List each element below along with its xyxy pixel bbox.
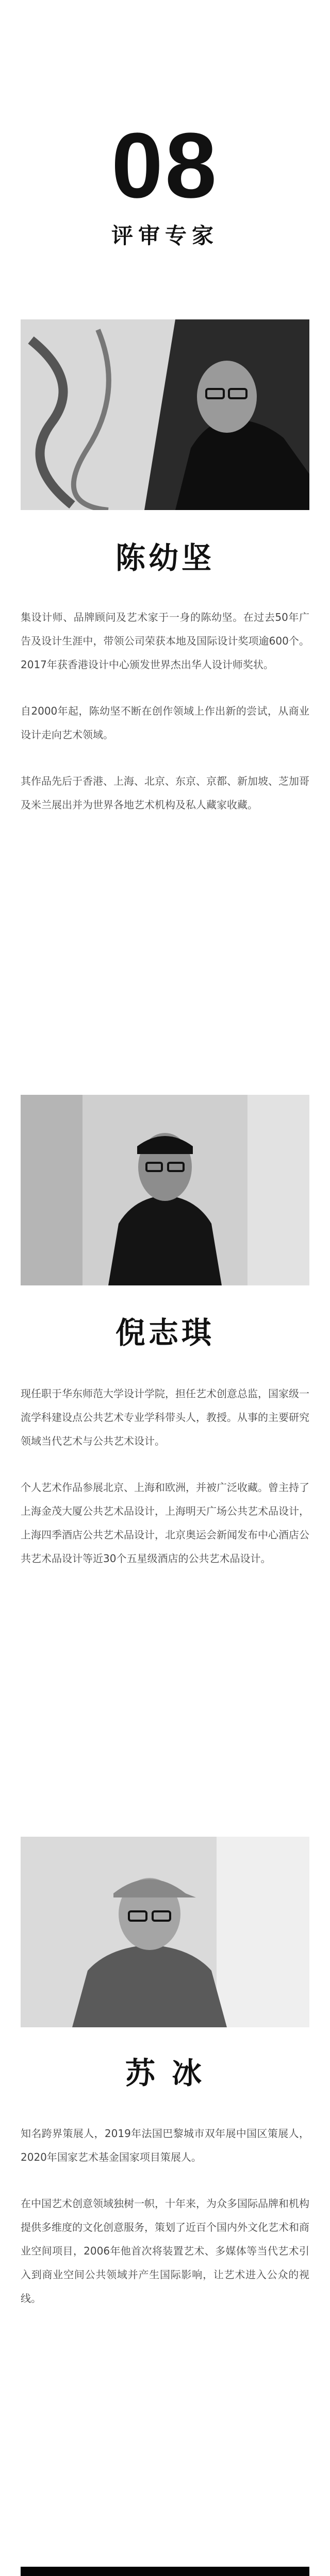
expert-name: 陈幼坚 [115,540,214,575]
expert-bio [21,605,309,839]
expert-name: 倪志琪 [115,1315,214,1350]
expert-name: 苏 冰 [125,2056,205,2091]
section-header [0,0,330,278]
section-number: 08 [111,114,219,217]
bio-paragraph: 其作品先后于香港、上海、北京、东京、京都、新加坡、芝加哥及米兰展出并为世界各地艺术机构及私人藏家收藏。 [21,775,309,811]
section-title: 评审专家 [111,223,219,248]
expert-photo [21,319,309,510]
expert-bio [21,1382,309,1593]
bio-paragraph: 知名跨界策展人，2019年法国巴黎城市双年展中国区策展人，2020年国家艺术基金国家项目策展人。 [21,2127,309,2163]
expert-photo [21,2567,309,2576]
bio-paragraph: 在中国艺术创意领域独树一帜，十年来，为众多国际品牌和机构提供多维度的文化创意服务，策划了近百个国内外文化艺术和商业空间项目，2006年他首次将装置艺术、多媒体等当代艺术引入到商业空间公共领域并产生国际影响，让艺术进入公众的视线。 [21,2197,309,2304]
bio-paragraph: 个人艺术作品参展北京、上海和欧洲，并被广泛收藏。曾主持了上海金茂大厦公共艺术品设计，上海明天广场公共艺术品设计，上海四季酒店公共艺术品设计，北京奥运会新闻发布中心酒店公共艺术品设计等近30个五星级酒店的公共艺术品设计。 [21,1481,309,1565]
bio-paragraph: 集设计师、品牌顾问及艺术家于一身的陈幼坚。在过去50年广告及设计生涯中，带领公司荣获本地及国际设计奖项逾600个。2017年获香港设计中心颁发世界杰出华人设计师奖状。 [21,611,309,671]
bio-paragraph: 现任职于华东师范大学设计学院，担任艺术创意总监，国家级一流学科建设点公共艺术专业学科带头人，教授。从事的主要研究领域当代艺术与公共艺术设计。 [21,1387,309,1447]
bio-paragraph: 自2000年起，陈幼坚不断在创作领域上作出新的尝试，从商业设计走向艺术领域。 [21,705,309,741]
expert-photo [21,1095,309,1285]
expert-bio [21,2122,309,2333]
expert-photo [21,1837,309,2027]
